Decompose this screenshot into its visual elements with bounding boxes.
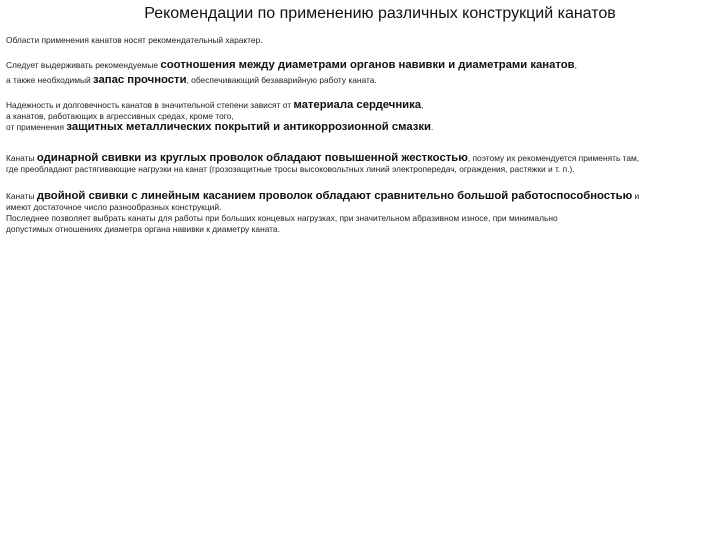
ratios-line-2-tail: , обеспечивающий безаварийную работу каната. bbox=[186, 75, 377, 85]
reliability-line-1 bbox=[6, 100, 714, 111]
double-lay-line-1-lead: Канаты bbox=[6, 191, 37, 201]
double-lay-line-3: Последнее позволяет выбрать канаты для работы при больших концевых нагрузках, при значительном абразивном износе, при минимально bbox=[6, 213, 558, 223]
double-lay-emphasis: двойной свивки с линейным касанием проволок обладают сравнительно большой работоспособностью bbox=[36, 190, 633, 202]
paragraph-single-lay bbox=[6, 153, 714, 175]
ratios-line-2-lead: а также необходимый bbox=[6, 75, 94, 85]
paragraph-scope bbox=[6, 35, 714, 46]
single-lay-line-2: где преобладают растягивающие нагрузки на канат (грозозащитные тросы высоковольтных линий электропередач, ограждения, растяжки и т. п.). bbox=[6, 164, 575, 174]
ratios-emphasis: соотношения между диаметрами органов навивки и диаметрами канатов bbox=[160, 59, 575, 71]
ratios-line-1-lead: Следует выдерживать рекомендуемые bbox=[6, 60, 161, 70]
page-title: Рекомендации по применению различных конструкций канатов bbox=[144, 5, 616, 22]
reliability-line-3 bbox=[6, 122, 714, 133]
scope-text: Области применения канатов носят рекомендательный характер. bbox=[6, 35, 263, 45]
ratios-line-2 bbox=[6, 75, 714, 86]
core-material-emphasis: материала сердечника bbox=[293, 99, 422, 111]
double-lay-line-1 bbox=[6, 191, 714, 202]
single-lay-line-1 bbox=[6, 153, 714, 164]
paragraph-double-lay bbox=[6, 191, 714, 235]
ratios-line-1 bbox=[6, 60, 714, 71]
reliability-line-2: а канатов, работающих в агрессивных средах, кроме того, bbox=[6, 111, 234, 121]
reliability-line-3-tail: . bbox=[430, 122, 434, 132]
paragraph-ratios bbox=[6, 60, 714, 86]
double-lay-line-4: допустимых отношениях диаметра органа навивки к диаметру каната. bbox=[6, 224, 280, 234]
double-lay-line-1-tail: и bbox=[632, 191, 640, 201]
reliability-line-3-lead: от применения bbox=[6, 122, 67, 132]
paragraph-reliability bbox=[6, 100, 714, 133]
double-lay-line-2: имеют достаточное число разнообразных конструкций. bbox=[6, 202, 222, 212]
single-lay-line-1-tail: , поэтому их рекомендуется применять там, bbox=[467, 153, 640, 163]
ratios-line-1-tail: , bbox=[574, 60, 577, 70]
safety-factor-emphasis: запас прочности bbox=[93, 74, 187, 86]
coatings-emphasis: защитных металлических покрытий и антикоррозионной смазки bbox=[66, 121, 431, 133]
reliability-line-1-tail: , bbox=[421, 100, 424, 110]
single-lay-line-1-lead: Канаты bbox=[6, 153, 37, 163]
reliability-line-1-lead: Надежность и долговечность канатов в значительной степени зависят от bbox=[6, 100, 294, 110]
single-lay-emphasis: одинарной свивки из круглых проволок обладают повышенной жесткостью bbox=[36, 152, 468, 164]
